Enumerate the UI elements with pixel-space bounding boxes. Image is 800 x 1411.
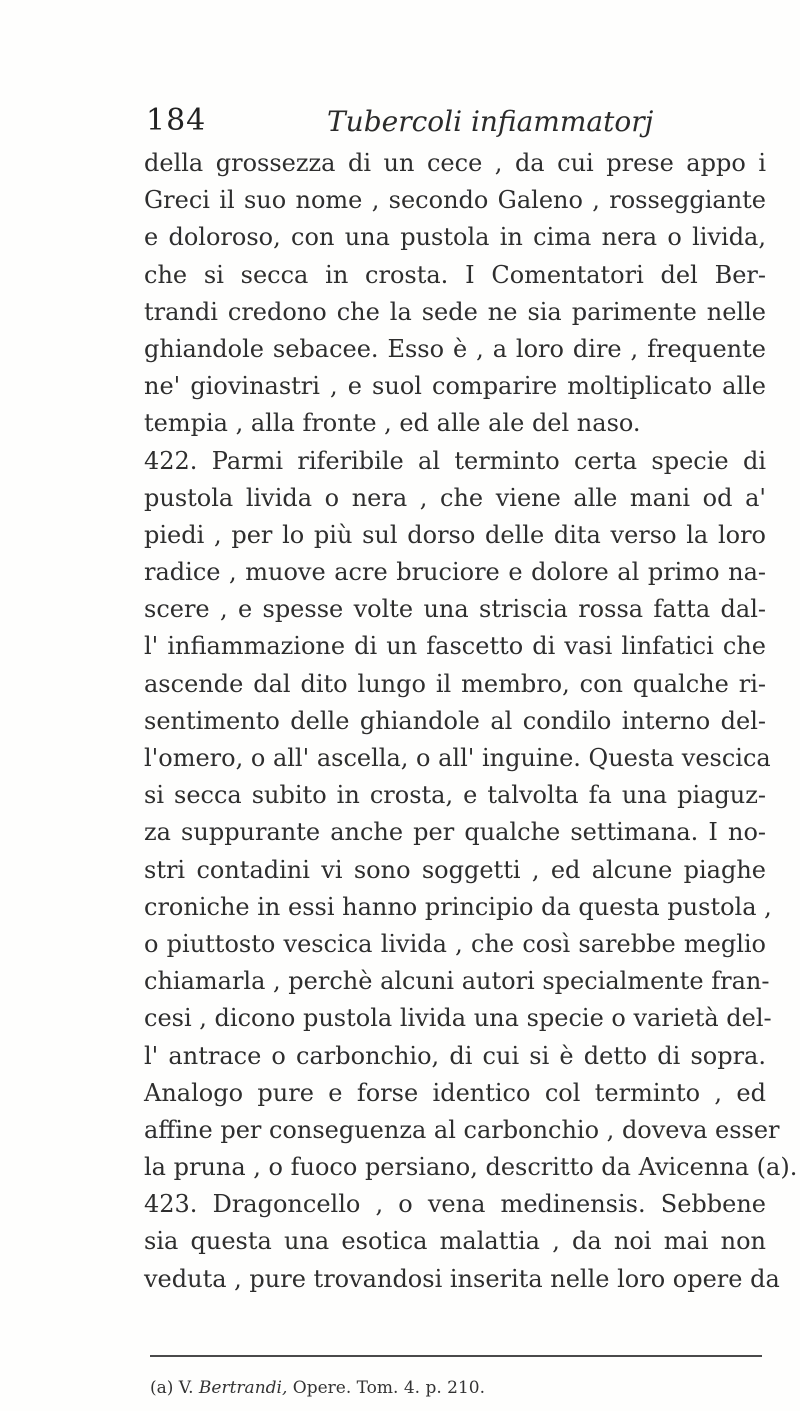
text-line: tempia , alla fronte , ed alle ale del naso. <box>144 409 641 438</box>
text-line: l' antrace o carbonchio, di cui si è detto di sopra. <box>144 1041 766 1070</box>
text-line: ghiandole sebacee. Esso è , a loro dire , frequente <box>144 334 766 363</box>
text-line: ascende dal dito lungo il membro, con qualche ri- <box>144 669 766 698</box>
body-text <box>144 145 798 1298</box>
text-line: chiamarla , perchè alcuni autori specialmente fran- <box>144 967 770 996</box>
text-line: la pruna , o fuoco persiano, descritto da Avicenna (a). <box>144 1153 798 1182</box>
text-line: stri contadini vi sono soggetti , ed alcune piaghe <box>144 855 766 884</box>
text-line: za suppurante anche per qualche settimana. I no- <box>144 818 766 847</box>
text-line: 423. Dragoncello , o vena medinensis. Sebbene <box>144 1190 766 1219</box>
text-line: scere , e spesse volte una striscia rossa fatta dal- <box>144 595 766 624</box>
text-line: Greci il suo nome , secondo Galeno , rosseggiante <box>144 186 766 215</box>
text-line: o piuttosto vescica livida , che così sarebbe meglio <box>144 929 766 958</box>
text-line: cesi , dicono pustola livida una specie o varietà del- <box>144 1004 772 1033</box>
text-line: trandi credono che la sede ne sia parimente nelle <box>144 297 766 326</box>
running-head: Tubercoli infiammatorj <box>327 105 654 138</box>
text-line: ne' giovinastri , e suol comparire moltiplicato alle <box>144 372 766 401</box>
text-line: radice , muove acre bruciore e dolore al primo na- <box>144 558 766 587</box>
text-line: affine per conseguenza al carbonchio , doveva esser <box>144 1115 780 1144</box>
text-line: piedi , per lo più sul dorso delle dita verso la loro <box>144 520 766 549</box>
text-line: l' infiammazione di un fascetto di vasi linfatici che <box>144 632 766 661</box>
text-line: e doloroso, con una pustola in cima nera o livida, <box>144 223 766 252</box>
text-line: della grossezza di un cece , da cui prese appo i <box>144 149 766 177</box>
page-header <box>144 103 760 145</box>
text-line: pustola livida o nera , che viene alle mani od a' <box>144 483 766 512</box>
page-number: 184 <box>146 103 207 138</box>
footnote-divider <box>150 1355 762 1357</box>
footnote-reference: Opere. Tom. 4. p. 210. <box>292 1378 486 1398</box>
text-line: l'omero, o all' ascella, o all' inguine. Questa vescica <box>144 744 771 772</box>
text-line: croniche in essi hanno principio da questa pustola , <box>144 892 772 921</box>
text-line: veduta , pure trovandosi inserita nelle loro opere da <box>144 1264 780 1293</box>
text-line: 422. Parmi riferibile al terminto certa specie di <box>144 446 766 475</box>
text-line: sia questa una esotica malattia , da noi mai non <box>144 1227 766 1256</box>
footnote <box>150 1378 485 1398</box>
text-line: che si secca in crosta. I Comentatori del Ber- <box>144 260 766 289</box>
footnote-marker: (a) V. <box>150 1378 194 1398</box>
footnote-author: Bertrandi, <box>198 1378 288 1398</box>
text-line: Analogo pure e forse identico col terminto , ed <box>144 1078 766 1107</box>
text-line: sentimento delle ghiandole al condilo interno del- <box>144 706 766 735</box>
text-line: si secca subito in crosta, e talvolta fa una piaguz- <box>144 781 766 810</box>
